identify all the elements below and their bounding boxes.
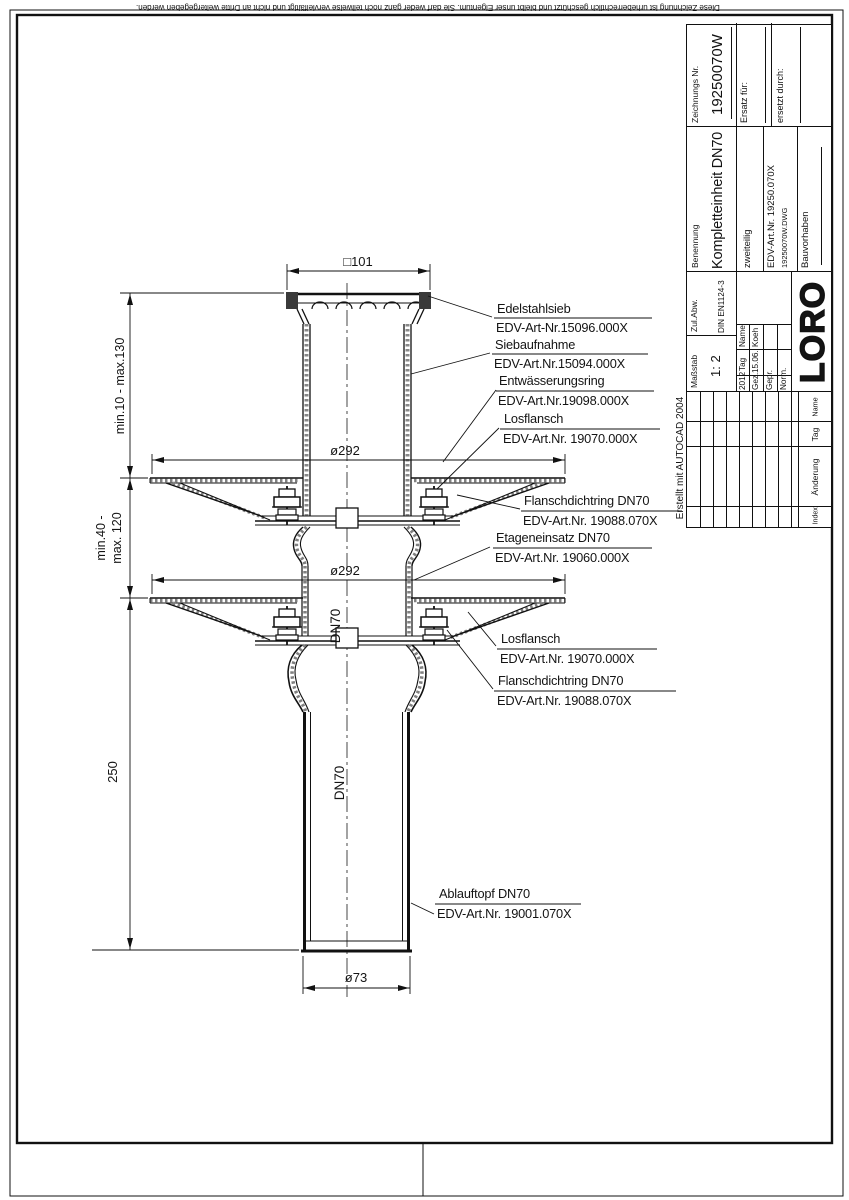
part-edv: EDV-Art.Nr. 19070.000X — [503, 431, 638, 446]
label-losflansch-lower — [497, 631, 657, 666]
ersatz-fuer-label: Ersatz für: — [739, 81, 749, 123]
part-name: Losflansch — [504, 411, 564, 426]
row-line — [765, 392, 766, 527]
title-block — [686, 24, 832, 528]
ersetzt-durch-label: ersetzt durch: — [775, 68, 785, 123]
massstab-value: 1: 2 — [708, 355, 723, 377]
row-line — [791, 392, 792, 527]
year-value: 2012 — [738, 371, 747, 390]
loro-logo — [792, 273, 832, 391]
label-siebaufnahme — [492, 337, 648, 371]
dim-dia292-lower-text: ø292 — [330, 563, 360, 578]
dim-dia292-upper-text: ø292 — [330, 443, 360, 458]
part-edv: EDV-Art.Nr. 19060.000X — [495, 550, 630, 565]
part-edv: EDV-Art.Nr. 19070.000X — [500, 651, 635, 666]
flange-assembly-upper — [150, 478, 565, 528]
leader-lines — [411, 296, 520, 914]
label-etageneinsatz — [493, 530, 652, 565]
dim-range-top-text: min.10 - max.130 — [113, 337, 127, 435]
part-name: Ablauftopf DN70 — [439, 886, 530, 901]
bolt-right — [419, 606, 449, 645]
row-line — [752, 392, 753, 527]
name-column-label: Name — [738, 325, 747, 347]
dim-square-101-text: □101 — [343, 254, 373, 269]
dimension-range-top — [120, 293, 284, 478]
divider — [687, 335, 736, 336]
edv-art-nr: EDV-Art.Nr. 19250.070X — [766, 165, 777, 268]
row-line — [771, 23, 772, 127]
row-line — [739, 392, 740, 527]
variant-value: zweiteilig — [742, 229, 753, 268]
strainer-cap — [286, 292, 431, 324]
bolt-left — [272, 606, 302, 645]
benennung-value: Kompletteinheit DN70 — [710, 131, 726, 269]
label-flanschdichtring-lower — [494, 673, 676, 708]
entry-line — [821, 147, 822, 265]
file-name: 19250070W.DWG — [780, 207, 789, 268]
rev-name-label: Name — [810, 397, 820, 417]
dn70-lower-text: DN70 — [332, 765, 347, 801]
zeichnungs-nr-value: 19250070W — [709, 34, 726, 115]
divider — [687, 126, 833, 127]
part-edv: EDV-Art-Nr.15096.000X — [496, 320, 628, 335]
tag-column-label: Tag — [738, 357, 747, 371]
part-name: Siebaufnahme — [495, 337, 576, 352]
dim-dia73-text: ø73 — [344, 970, 368, 985]
part-edv: EDV-Art.Nr. 19088.070X — [523, 513, 658, 528]
gez-tag: 15.06. — [751, 350, 760, 373]
entry-line — [731, 27, 732, 119]
row-line — [763, 325, 764, 392]
entry-line — [800, 27, 801, 123]
row-line — [726, 392, 727, 527]
part-edv: EDV-Art.Nr.19098.000X — [498, 393, 629, 408]
divider — [736, 23, 737, 392]
part-name: Entwässerungsring — [499, 373, 605, 388]
row-line — [798, 392, 799, 527]
part-labels — [435, 301, 682, 921]
ablauftopf-body — [288, 645, 426, 951]
bauvorhaben-label: Bauvorhaben — [800, 211, 811, 268]
upper-pipe — [303, 324, 411, 516]
rev-index-label: Index — [811, 507, 820, 525]
divider — [687, 271, 833, 272]
part-name: Flanschdichtring DN70 — [498, 673, 624, 688]
part-name: Flanschdichtring DN70 — [524, 493, 650, 508]
etageneinsatz-body — [293, 527, 420, 636]
dimension-250 — [92, 598, 299, 950]
gez-name: Koeh — [751, 327, 760, 347]
row-line — [749, 325, 750, 392]
row-line — [763, 127, 764, 272]
copyright-note: Diese Zeichnung ist urheberrechtlich geschützt und bleibt unser Eigentum. Sie darf weder ganz noch teilweise vervielfältigt und nicht an Dritte weitergegeben werden. — [136, 3, 720, 12]
dimension-range-mid — [120, 478, 148, 598]
label-entwaesserungsring — [496, 373, 654, 408]
rev-aenderung-label: Änderung — [810, 458, 820, 496]
svg-text:LORO: LORO — [794, 280, 832, 384]
dn70-mid-text: DN70 — [328, 608, 343, 644]
bolt-left — [272, 486, 302, 525]
zeichnungs-nr-label: Zeichnungs Nr. — [690, 65, 700, 123]
part-edv: EDV-Art.Nr. 19001.070X — [437, 906, 572, 921]
part-edv: EDV-Art.Nr. 19088.070X — [497, 693, 632, 708]
label-losflansch-upper — [500, 411, 660, 446]
massstab-label: Maßstab — [689, 354, 699, 388]
label-flanschdichtring-upper — [521, 493, 682, 528]
rev-tag-label: Tag — [810, 427, 820, 442]
row-line — [797, 127, 798, 272]
part-name: Etageneinsatz DN70 — [496, 530, 610, 545]
dim-range-mid-line2: max. 120 — [110, 512, 124, 564]
dim-range-mid-line1: min.40 - — [94, 515, 108, 561]
autocad-note: Erstellt mit AUTOCAD 2004 — [675, 396, 686, 520]
gez-label: Gez. — [751, 372, 760, 390]
label-ablauftopf — [435, 886, 581, 921]
row-line — [700, 392, 701, 527]
entry-line — [765, 27, 766, 123]
benennung-label: Benennung — [690, 224, 700, 268]
bolt-right — [419, 486, 449, 525]
row-line — [777, 325, 778, 392]
norm-label: Norm. — [779, 367, 788, 390]
zul-abw-label: Zul.Abw. — [689, 299, 699, 332]
gepr-label: Gepr. — [765, 369, 774, 390]
part-name: Edelstahlsieb — [497, 301, 571, 316]
part-name: Losflansch — [501, 631, 561, 646]
label-edelstahlsieb — [494, 301, 652, 335]
part-edv: EDV-Art.Nr.15094.000X — [494, 356, 625, 371]
row-line — [778, 392, 779, 527]
dim-250-text: 250 — [105, 761, 120, 783]
row-line — [713, 392, 714, 527]
zul-abw-value: DIN EN1124-3 — [717, 280, 726, 333]
